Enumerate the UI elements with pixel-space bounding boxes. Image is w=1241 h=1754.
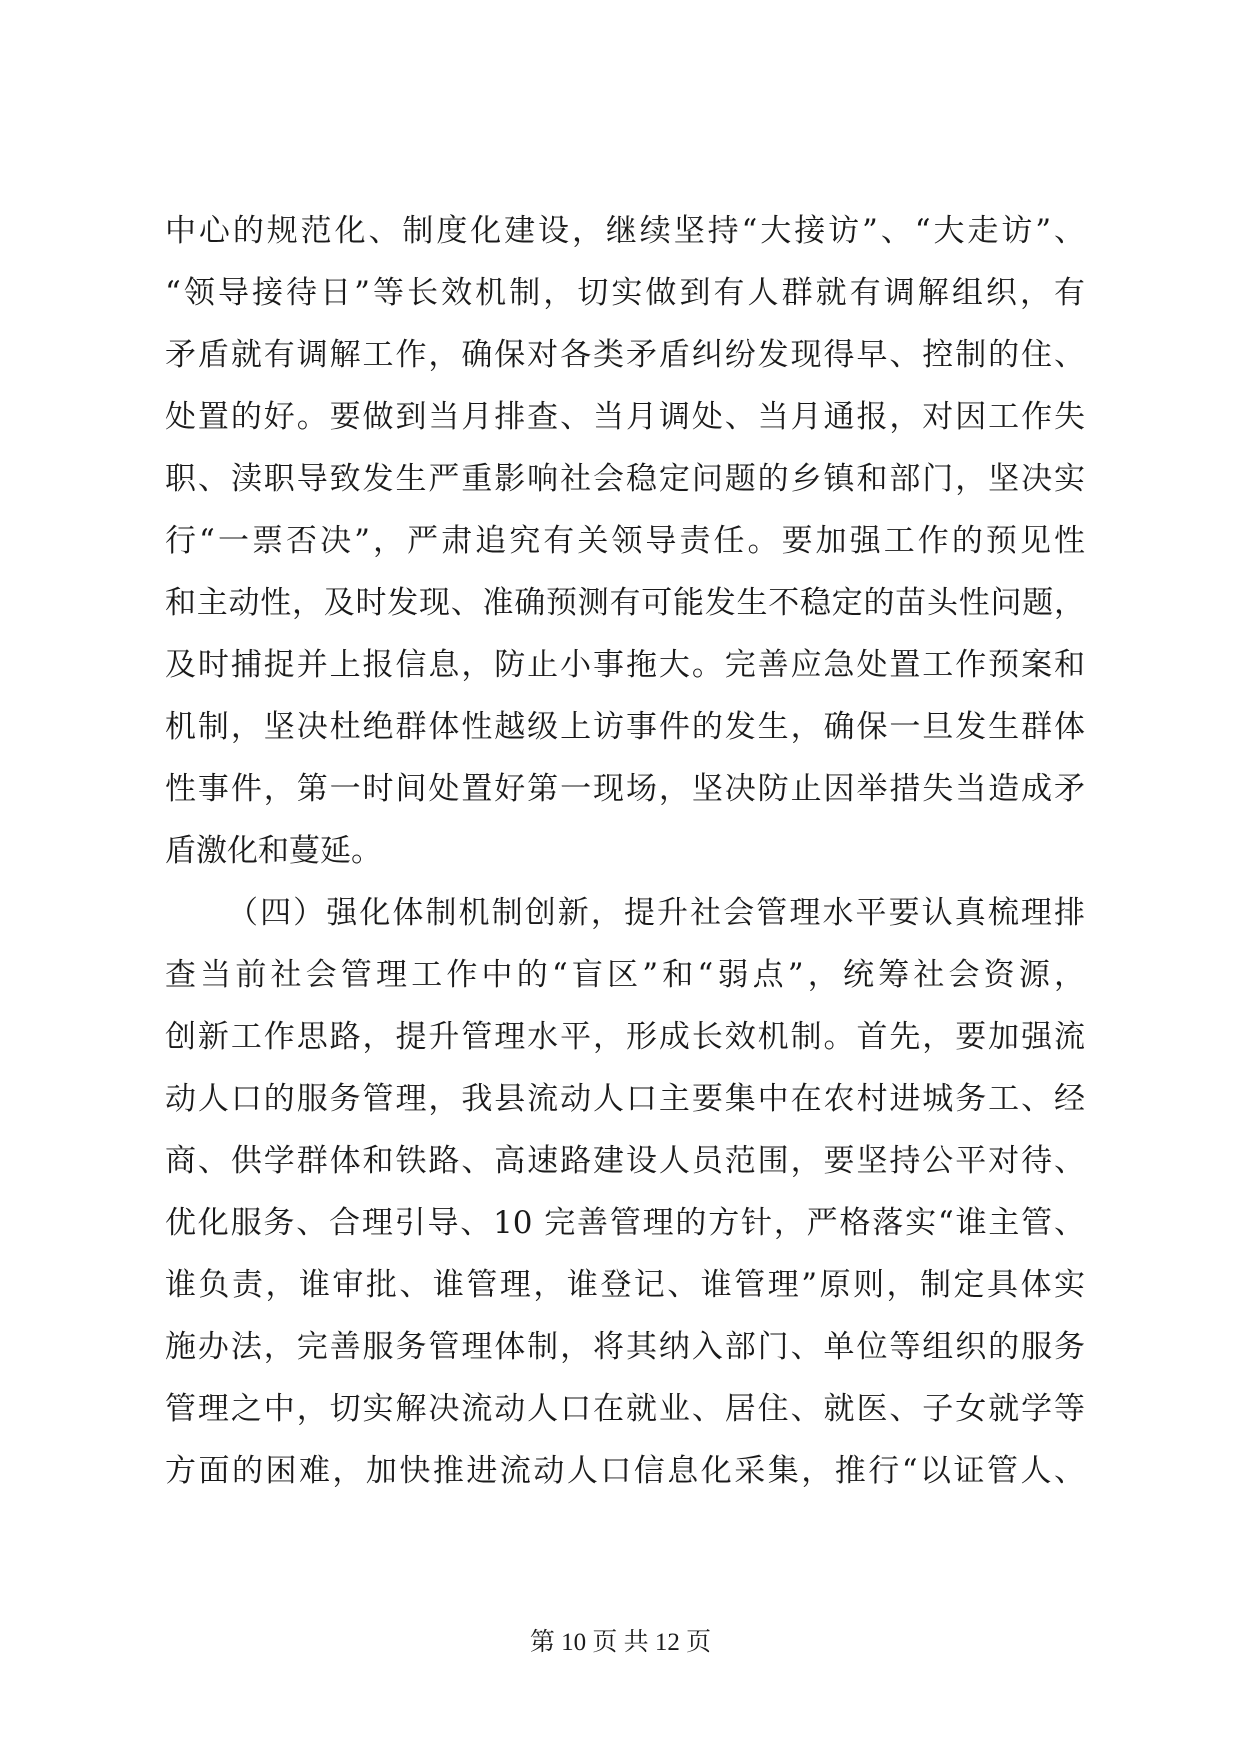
text-line: 优化服务、合理引导、10 完善管理的方针，严格落实“谁主管、 [165, 1205, 1085, 1241]
text-line: 商、供学群体和铁路、高速路建设人员范围，要坚持公平对待、 [165, 1143, 1085, 1179]
text-line: 中心的规范化、制度化建设，继续坚持“大接访”、“大走访”、 [165, 213, 1085, 249]
text-line: 行“一票否决”，严肃追究有关领导责任。要加强工作的预见性 [165, 523, 1085, 559]
text-line: 性事件，第一时间处置好第一现场，坚决防止因举措失当造成矛 [165, 771, 1085, 807]
text-line: 处置的好。要做到当月排查、当月调处、当月通报，对因工作失 [165, 399, 1085, 435]
text-line: 创新工作思路，提升管理水平，形成长效机制。首先，要加强流 [165, 1019, 1085, 1055]
text-line: 动人口的服务管理，我县流动人口主要集中在农村进城务工、经 [165, 1081, 1085, 1117]
text-line: 查当前社会管理工作中的“盲区”和“弱点”，统筹社会资源， [165, 957, 1085, 993]
text-line: 施办法，完善服务管理体制，将其纳入部门、单位等组织的服务 [165, 1329, 1085, 1365]
page-footer: 第 10 页 共 12 页 [529, 1629, 712, 1656]
text-line: 矛盾就有调解工作，确保对各类矛盾纠纷发现得早、控制的住、 [165, 337, 1085, 373]
text-line: 机制，坚决杜绝群体性越级上访事件的发生，确保一旦发生群体 [165, 709, 1085, 745]
text-line: 方面的困难，加快推进流动人口信息化采集，推行“以证管人、 [165, 1453, 1085, 1489]
text-line: （四）强化体制机制创新，提升社会管理水平要认真梳理排 [227, 895, 1085, 931]
text-line: 职、渎职导致发生严重影响社会稳定问题的乡镇和部门，坚决实 [165, 461, 1085, 497]
text-line: 谁负责，谁审批、谁管理，谁登记、谁管理”原则，制定具体实 [165, 1267, 1085, 1303]
text-line: “领导接待日”等长效机制，切实做到有人群就有调解组织，有 [165, 275, 1085, 311]
text-line: 和主动性，及时发现、准确预测有可能发生不稳定的苗头性问题， [165, 585, 1085, 621]
body-text [165, 200, 1085, 1502]
text-line: 及时捕捉并上报信息，防止小事拖大。完善应急处置工作预案和 [165, 647, 1085, 683]
text-line: 管理之中，切实解决流动人口在就业、居住、就医、子女就学等 [165, 1391, 1085, 1427]
text-line: 盾激化和蔓延。 [165, 833, 382, 869]
